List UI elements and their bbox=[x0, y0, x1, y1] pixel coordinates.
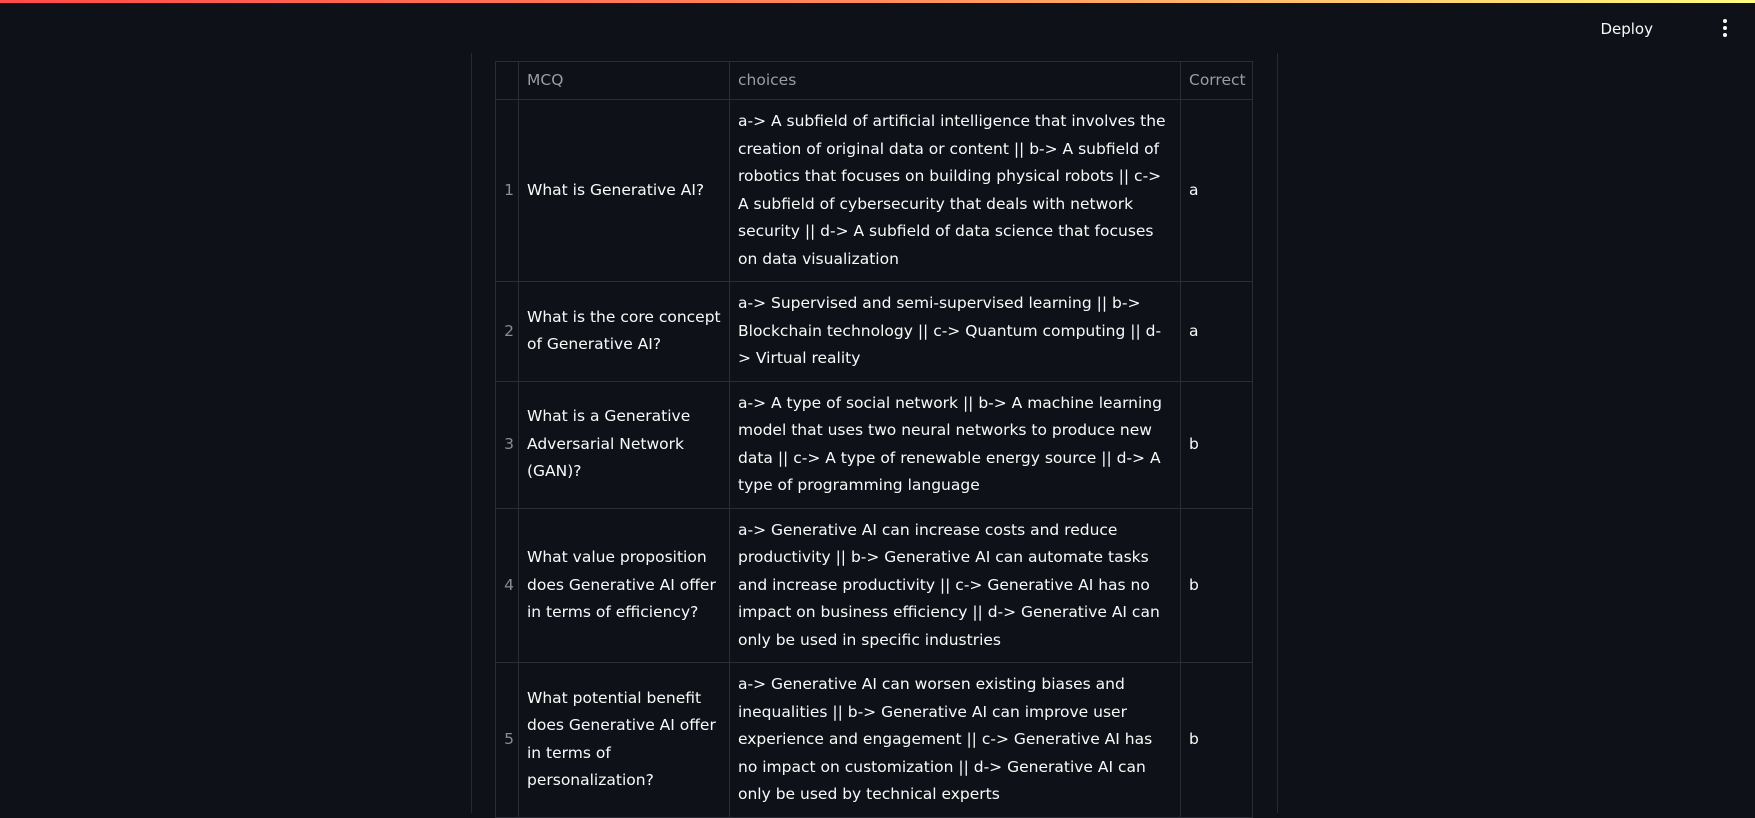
correct-cell[interactable]: b bbox=[1181, 508, 1253, 663]
table-row bbox=[496, 663, 1253, 818]
row-index: 3 bbox=[496, 381, 519, 508]
row-index: 4 bbox=[496, 508, 519, 663]
correct-cell[interactable]: a bbox=[1181, 282, 1253, 382]
menu-dot bbox=[1723, 26, 1727, 30]
choices-cell[interactable]: a-> Supervised and semi-supervised learning || b-> Blockchain technology || c-> Quantum computing || d-> Virtual reality bbox=[730, 282, 1181, 382]
choices-cell[interactable]: a-> A type of social network || b-> A machine learning model that uses two neural networks to produce new data || c-> A type of renewable energy source || d-> A type of programming language bbox=[730, 381, 1181, 508]
choices-cell[interactable]: a-> Generative AI can increase costs and reduce productivity || b-> Generative AI can automate tasks and increase productivity || c-> Generative AI has no impact on business efficiency || d-> Generative AI can only be used in specific industries bbox=[730, 508, 1181, 663]
correct-cell[interactable]: b bbox=[1181, 381, 1253, 508]
row-index: 5 bbox=[496, 663, 519, 818]
mcq-cell[interactable]: What is Generative AI? bbox=[519, 100, 730, 282]
mcq-table bbox=[495, 61, 1253, 818]
deploy-button[interactable]: Deploy bbox=[1592, 16, 1661, 42]
mcq-cell[interactable]: What value proposition does Generative AI offer in terms of efficiency? bbox=[519, 508, 730, 663]
header-choices[interactable]: choices bbox=[730, 62, 1181, 100]
table-row bbox=[496, 282, 1253, 382]
menu-dot bbox=[1723, 19, 1727, 23]
correct-cell[interactable]: a bbox=[1181, 100, 1253, 282]
table-header-row bbox=[496, 62, 1253, 100]
correct-cell[interactable]: b bbox=[1181, 663, 1253, 818]
row-index: 2 bbox=[496, 282, 519, 382]
table-row bbox=[496, 381, 1253, 508]
row-index: 1 bbox=[496, 100, 519, 282]
mcq-cell[interactable]: What potential benefit does Generative AI offer in terms of personalization? bbox=[519, 663, 730, 818]
app-header bbox=[0, 3, 1755, 53]
main-column-right-border bbox=[1277, 53, 1278, 813]
mcq-dataframe[interactable] bbox=[495, 61, 1252, 818]
vertical-ellipsis-icon[interactable] bbox=[1717, 17, 1733, 39]
table-row bbox=[496, 508, 1253, 663]
mcq-cell[interactable]: What is the core concept of Generative AI? bbox=[519, 282, 730, 382]
header-correct[interactable]: Correct bbox=[1181, 62, 1253, 100]
menu-dot bbox=[1723, 33, 1727, 37]
table-row bbox=[496, 100, 1253, 282]
header-index[interactable] bbox=[496, 62, 519, 100]
header-mcq[interactable]: MCQ bbox=[519, 62, 730, 100]
mcq-cell[interactable]: What is a Generative Adversarial Network (GAN)? bbox=[519, 381, 730, 508]
choices-cell[interactable]: a-> Generative AI can worsen existing biases and inequalities || b-> Generative AI can improve user experience and engagement || c-> Generative AI has no impact on customization || d-> Generative AI can only be used by technical experts bbox=[730, 663, 1181, 818]
choices-cell[interactable]: a-> A subfield of artificial intelligence that involves the creation of original data or content || b-> A subfield of robotics that focuses on building physical robots || c-> A subfield of cybersecurity that deals with network security || d-> A subfield of data science that focuses on data visualization bbox=[730, 100, 1181, 282]
main-column-left-border bbox=[471, 53, 472, 813]
